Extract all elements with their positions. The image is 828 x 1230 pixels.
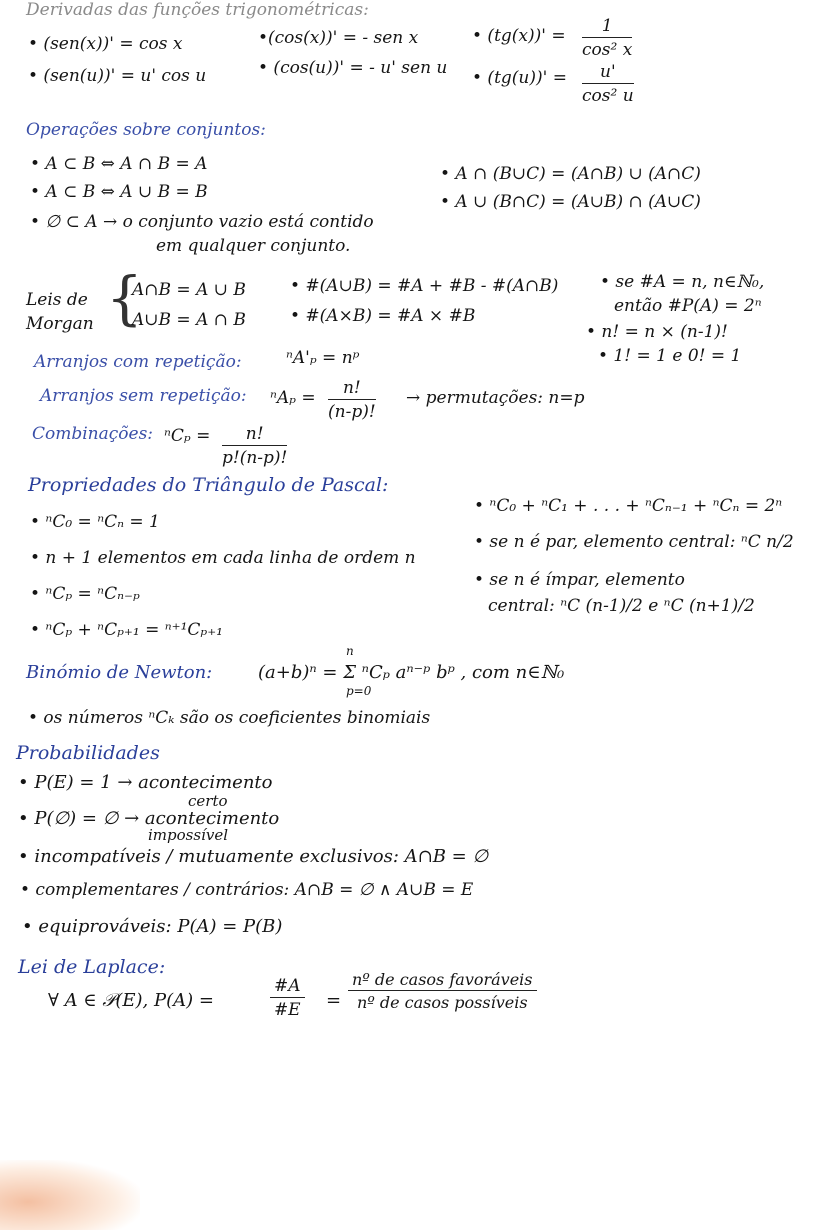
combinacoes-formula: ⁿCₚ = [164,426,211,446]
derivada-sen-x: • (sen(x))' = cos x [28,34,183,54]
laplace-title: Lei de Laplace: [18,956,166,978]
arranjos-sem-repeticao-label: Arranjos sem repetição: [40,386,247,406]
power-set-1: • se #A = n, n∈ℕ₀, [600,272,765,292]
prob-line-1b: certo [188,792,228,810]
conjuntos-title: Operações sobre conjuntos: [26,120,266,140]
fraction-numerator: u' [582,62,634,84]
conjunto-line-2: • A ⊂ B ⇔ A ∪ B = B [30,182,208,202]
finger-smudge [0,1160,140,1230]
fraction-numerator: nº de casos favoráveis [348,970,537,991]
morgan-label-2: Morgan [26,314,94,334]
derivada-tg-x: • (tg(x))' = [472,26,566,46]
combinacoes-label: Combinações: [32,424,154,444]
prob-line-4: • complementares / contrários: A∩B = ∅ ∧ A∪B = E [20,880,474,900]
morgan-law-1: A∩B = A ∪ B [132,280,246,300]
arranjos-sem-repeticao-formula: ⁿAₚ = [270,388,316,408]
pascal-line-3: • ⁿCₚ = ⁿCₙ₋ₚ [30,584,140,604]
prob-line-2b: impossível [148,826,228,844]
prob-line-5: • equiprováveis: P(A) = P(B) [22,916,283,937]
pascal-title: Propriedades do Triângulo de Pascal: [28,474,389,496]
fraction-denominator: p!(n-p)! [222,448,288,468]
pascal-line-1: • ⁿC₀ = ⁿCₙ = 1 [30,512,160,532]
permutacoes-note: → permutações: n=p [406,388,585,408]
cardinal-product: • #(A×B) = #A × #B [290,306,476,326]
derivada-cos-x: •(cos(x))' = - sen x [258,28,419,48]
binomio-note: • os números ⁿCₖ são os coeficientes binomiais [28,708,431,728]
derivada-tg-u: • (tg(u))' = [472,68,567,88]
fraction-denominator: cos² x [582,40,633,60]
conjunto-line-1: • A ⊂ B ⇔ A ∩ B = A [30,154,208,174]
fraction-numerator: n! [328,378,376,400]
laplace-fraction-cases [348,970,537,1012]
derivada-cos-u: • (cos(u))' = - u' sen u [258,58,448,78]
binomio-formula: (a+b)ⁿ = Σ ⁿCₚ aⁿ⁻ᵖ bᵖ , com n∈ℕ₀ [258,662,565,683]
fraction-denominator: (n-p)! [328,402,376,422]
derivada-tg-x-fraction [582,16,632,60]
laplace-equals: = [326,990,342,1011]
derivada-sen-u: • (sen(u))' = u' cos u [28,66,207,86]
fraction-denominator: cos² u [582,86,634,106]
morgan-label-1: Leis de [26,290,88,310]
pascal-line-4: • ⁿCₚ + ⁿCₚ₊₁ = ⁿ⁺¹Cₚ₊₁ [30,620,223,640]
prob-line-2: • P(∅) = ∅ → acontecimento [18,808,280,829]
prob-line-1: • P(E) = 1 → acontecimento [18,772,273,793]
left-brace-icon: { [106,264,143,332]
combinacoes-fraction [222,424,287,468]
fraction-denominator: nº de casos possíveis [356,993,528,1012]
fraction-numerator: 1 [582,16,632,38]
derivadas-title: Derivadas das funções trigonométricas: [26,0,369,20]
derivada-tg-u-fraction [582,62,634,106]
pascal-line-8: central: ⁿC (n-1)/2 e ⁿC (n+1)/2 [488,596,755,616]
binomio-label: Binómio de Newton: [26,662,213,683]
pascal-line-7: • se n é ímpar, elemento [474,570,685,590]
power-set-2: então #P(A) = 2ⁿ [614,296,762,316]
arranjos-com-repeticao-label: Arranjos com repetição: [34,352,242,372]
distributiva-1: • A ∩ (B∪C) = (A∩B) ∪ (A∩C) [440,164,701,184]
probabilidades-title: Probabilidades [16,742,160,764]
laplace-formula: ∀ A ∈ 𝒫(E), P(A) = [48,990,214,1011]
pascal-line-5: • ⁿC₀ + ⁿC₁ + . . . + ⁿCₙ₋₁ + ⁿCₙ = 2ⁿ [474,496,783,516]
morgan-law-2: A∪B = A ∩ B [132,310,246,330]
conjunto-line-4: em qualquer conjunto. [156,236,351,256]
factorial-1: • n! = n × (n-1)! [586,322,728,342]
sum-bottom: p=0 [346,684,372,698]
pascal-line-6: • se n é par, elemento central: ⁿC n/2 [474,532,794,552]
cardinal-union: • #(A∪B) = #A + #B - #(A∩B) [290,276,559,296]
fraction-numerator: #A [270,976,305,998]
fraction-denominator: #E [273,1000,301,1020]
conjunto-line-3: • ∅ ⊂ A → o conjunto vazio está contido [30,212,374,232]
prob-line-3: • incompatíveis / mutuamente exclusivos: A∩B = ∅ [18,846,489,867]
arranjos-com-repeticao-formula: ⁿA'ₚ = nᵖ [286,348,360,368]
laplace-fraction-cardinal [270,976,305,1020]
fraction-numerator: n! [222,424,287,446]
factorial-2: • 1! = 1 e 0! = 1 [598,346,742,366]
distributiva-2: • A ∪ (B∩C) = (A∪B) ∩ (A∪C) [440,192,701,212]
sum-top: n [346,644,354,658]
pascal-line-2: • n + 1 elementos em cada linha de ordem n [30,548,416,568]
arranjos-fraction [328,378,376,422]
